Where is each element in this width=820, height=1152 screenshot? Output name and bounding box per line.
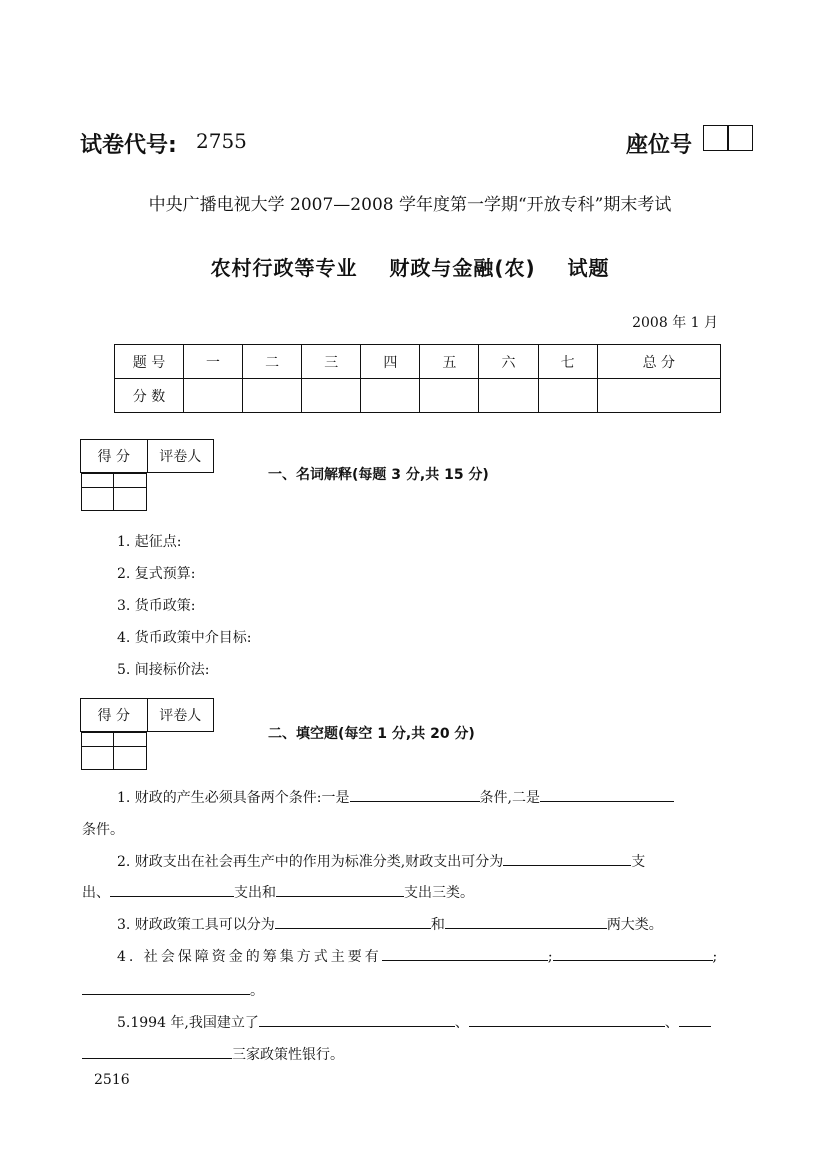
answer-blank[interactable]	[503, 851, 631, 866]
score-input-cell[interactable]	[597, 379, 720, 413]
term-item: 3. 货币政策:	[117, 598, 196, 614]
exam-title	[0, 252, 820, 281]
term-item: 4. 货币政策中介目标:	[117, 630, 252, 646]
term-item: 2. 复式预算:	[117, 566, 196, 582]
score-table	[114, 344, 721, 413]
fill-question-5	[117, 1012, 711, 1032]
score-table-cell: 分 数	[115, 379, 184, 413]
score-input-cell[interactable]	[81, 733, 114, 770]
question-text: 条件,二是	[479, 790, 540, 806]
question-text: 三家政策性银行。	[232, 1047, 344, 1063]
term-item: 5. 间接标价法:	[117, 662, 210, 678]
question-text: 2. 财政支出在社会再生产中的作用为标准分类,财政支出可分为	[117, 854, 504, 870]
question-text: 4. 社会保障资金的筹集方式主要有	[117, 949, 382, 965]
fill-question-1	[117, 787, 674, 807]
question-text: ;	[547, 949, 553, 965]
score-label: 得 分	[81, 699, 148, 732]
score-table-cell: 二	[243, 345, 302, 379]
score-table-cell: 三	[302, 345, 361, 379]
fill-question-1-cont: 条件。	[82, 822, 124, 838]
fill-question-2-cont	[82, 882, 474, 902]
score-input-cell[interactable]	[538, 379, 597, 413]
question-text: 和	[430, 917, 445, 933]
question-text: 支	[631, 854, 646, 870]
answer-blank[interactable]	[469, 1012, 665, 1027]
answer-blank[interactable]	[445, 914, 607, 929]
answer-blank[interactable]	[350, 787, 480, 802]
question-text: 出、	[82, 885, 110, 901]
answer-blank[interactable]	[82, 1044, 232, 1059]
fill-question-3	[117, 914, 663, 934]
fill-question-2	[117, 851, 645, 871]
exam-date: 2008 年 1 月	[632, 315, 718, 331]
seat-box[interactable]	[703, 125, 729, 151]
question-text: 、	[454, 1015, 469, 1031]
question-text: 5.1994 年,我国建立了	[117, 1015, 259, 1031]
grader-label: 评卷人	[147, 440, 214, 473]
answer-blank[interactable]	[275, 914, 431, 929]
exam-course: 财政与金融(农)	[389, 256, 536, 280]
score-input-cell[interactable]	[361, 379, 420, 413]
score-input-cell[interactable]	[479, 379, 538, 413]
grader-label: 评卷人	[147, 699, 214, 732]
answer-blank[interactable]	[276, 882, 404, 897]
answer-blank[interactable]	[679, 1012, 711, 1027]
term-item: 1. 起征点:	[117, 534, 182, 550]
score-table-header-row	[115, 345, 721, 379]
answer-blank[interactable]	[553, 946, 713, 961]
question-text: 、	[664, 1015, 679, 1031]
score-table-cell: 题 号	[115, 345, 184, 379]
answer-blank[interactable]	[540, 787, 674, 802]
score-table-cell: 五	[420, 345, 479, 379]
fill-question-4	[117, 946, 717, 966]
score-table-cell: 六	[479, 345, 538, 379]
answer-blank[interactable]	[259, 1012, 455, 1027]
exam-title-suffix: 试题	[567, 256, 610, 280]
section-2-heading: 二、填空题(每空 1 分,共 20 分)	[268, 726, 475, 742]
fill-question-5-cont	[82, 1044, 344, 1064]
grader-input-cell[interactable]	[114, 474, 147, 511]
score-input-cell[interactable]	[184, 379, 243, 413]
score-table-cell: 总 分	[597, 345, 720, 379]
score-input-cell[interactable]	[420, 379, 479, 413]
question-text: 支出三类。	[404, 885, 474, 901]
answer-blank[interactable]	[82, 980, 250, 995]
question-text: 两大类。	[606, 917, 663, 933]
grader-input-cell[interactable]	[114, 733, 147, 770]
exam-code-value: 2755	[196, 129, 247, 153]
seat-number-boxes	[704, 125, 753, 151]
score-table-cell: 一	[184, 345, 243, 379]
answer-blank[interactable]	[382, 946, 548, 961]
answer-blank[interactable]	[110, 882, 234, 897]
fill-question-4-cont	[82, 980, 264, 1000]
seat-box[interactable]	[727, 125, 753, 151]
grader-box-2	[80, 698, 214, 751]
page-number: 2516	[94, 1072, 130, 1088]
question-text: ;	[712, 949, 718, 965]
score-input-cell[interactable]	[302, 379, 361, 413]
score-table-score-row	[115, 379, 721, 413]
score-label: 得 分	[81, 440, 148, 473]
question-text: 3. 财政政策工具可以分为	[117, 917, 275, 933]
university-exam-line: 中央广播电视大学 2007—2008 学年度第一学期“开放专科”期末考试	[148, 195, 672, 215]
seat-number-label: 座位号	[626, 133, 693, 158]
section-1-heading: 一、名词解释(每题 3 分,共 15 分)	[268, 467, 489, 483]
score-table-cell: 七	[538, 345, 597, 379]
exam-major: 农村行政等专业	[210, 256, 358, 280]
question-text: 1. 财政的产生必须具备两个条件:一是	[117, 790, 350, 806]
grader-box-1	[80, 439, 214, 492]
question-text: 支出和	[234, 885, 276, 901]
score-input-cell[interactable]	[243, 379, 302, 413]
score-table-cell: 四	[361, 345, 420, 379]
score-input-cell[interactable]	[81, 474, 114, 511]
exam-code-label: 试卷代号:	[80, 133, 177, 158]
question-text: 。	[250, 983, 264, 999]
